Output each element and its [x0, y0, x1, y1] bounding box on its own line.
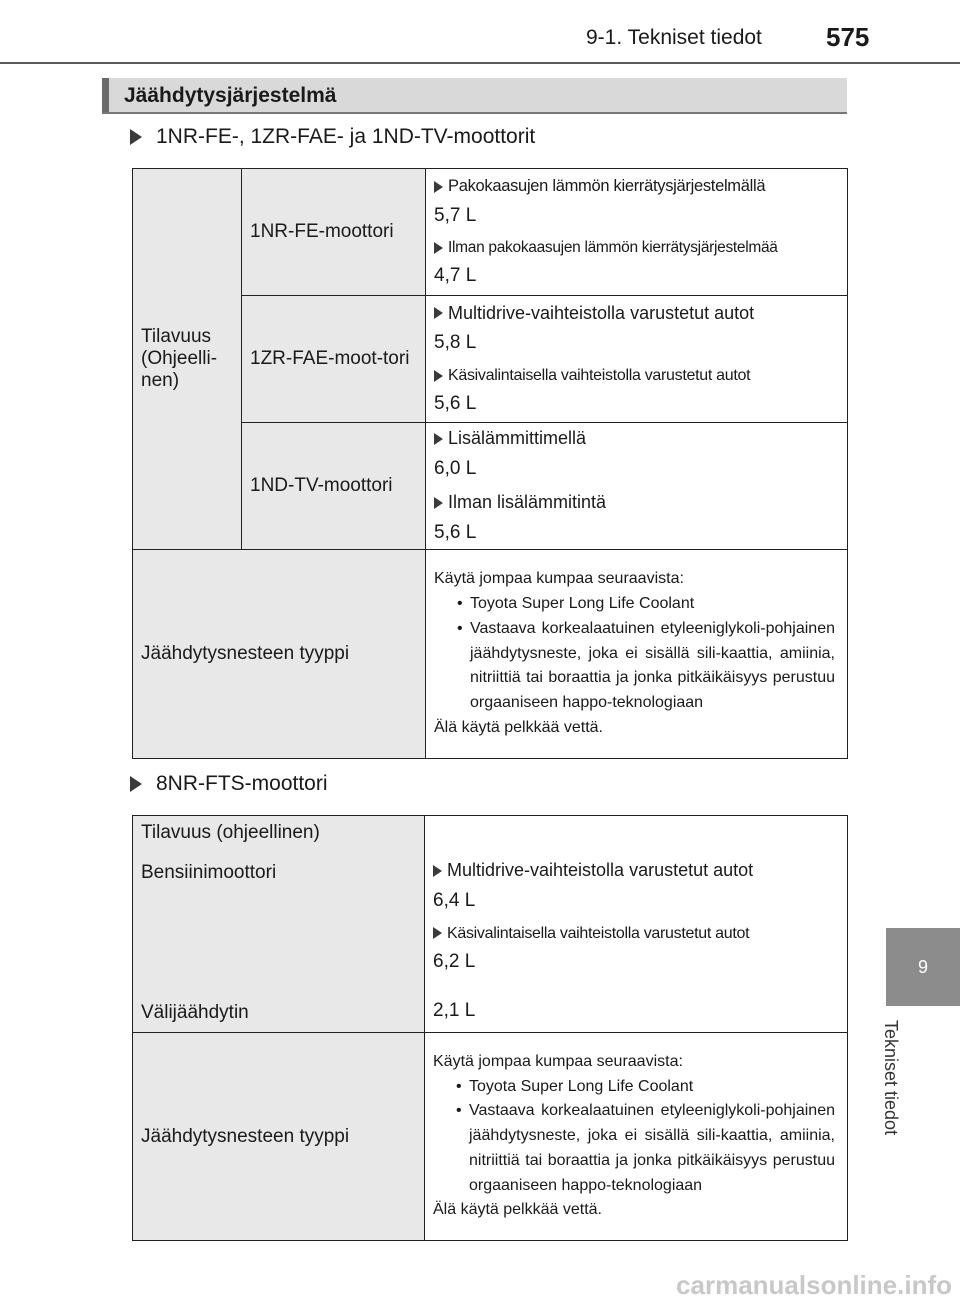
coolant-type: Käytä jompaa kumpaa seuraavista: • Toyota Super Long Life Coolant • Vastaava korkealaatuinen etyleeniglykoli-pohjainen jäähdytysneste, joka ei sisällä sili-kaattia, amiinia, nitriittiä tai boraattia ja jonka pitkäikäisyys perustuu orgaaniseen happo-teknologiaan Älä käytä pelkkää vettä.	[426, 550, 848, 759]
engine-values: Lisälämmittimellä 6,0 L Ilman lisälämmitintä 5,6 L	[426, 423, 848, 550]
subheading-2: 8NR-FTS-moottori	[130, 772, 328, 796]
triangle-bullet-icon	[130, 129, 142, 145]
capacity-table-1	[132, 168, 848, 759]
chapter-number: 9	[917, 956, 928, 977]
petrol-label: Bensiinimoottori	[141, 862, 277, 883]
subheading-1: 1NR-FE-, 1ZR-FAE- ja 1ND-TV-moottorit	[130, 125, 535, 149]
capacity-label: Tilavuus (ohjeellinen)	[141, 822, 320, 843]
watermark: carmanualsonline.info	[676, 1270, 952, 1300]
section-title: Jäähdytysjärjestelmä	[124, 84, 337, 107]
triangle-bullet-icon	[433, 865, 442, 877]
engine-values: Pakokaasujen lämmön kierrätysjärjestelmällä 5,7 L Ilman pakokaasujen lämmön kierrätysjärjestelmää 4,7 L	[426, 169, 848, 296]
triangle-bullet-icon	[434, 433, 443, 445]
triangle-bullet-icon	[130, 776, 142, 792]
list-item: • Toyota Super Long Life Coolant	[470, 592, 835, 617]
capacity-label-cell	[133, 816, 425, 1033]
list-item: • Toyota Super Long Life Coolant	[469, 1075, 835, 1100]
engine-name: 1ND-TV-moottori	[242, 423, 426, 550]
engine-name: 1NR-FE-moottori	[242, 169, 426, 296]
chapter-tab	[886, 928, 960, 1006]
intercooler-value: 2,1 L	[433, 1000, 476, 1021]
triangle-bullet-icon	[434, 242, 443, 254]
engine-name: 1ZR-FAE-moot-tori	[242, 296, 426, 423]
coolant-type: Käytä jompaa kumpaa seuraavista: • Toyota Super Long Life Coolant • Vastaava korkealaatuinen etyleeniglykoli-pohjainen jäähdytysneste, joka ei sisällä sili-kaattia, amiinia, nitriittiä tai boraattia ja jonka pitkäikäisyys perustuu orgaaniseen happo-teknologiaan Älä käytä pelkkää vettä.	[425, 1033, 848, 1241]
engine-values: Multidrive-vaihteistolla varustetut autot 5,8 L Käsivalintaisella vaihteistolla varustetut autot 5,6 L	[426, 296, 848, 423]
triangle-bullet-icon	[434, 181, 443, 193]
triangle-bullet-icon	[434, 307, 443, 319]
capacity-table-2	[132, 815, 848, 1241]
coolant-label: Jäähdytysnesteen tyyppi	[133, 1033, 425, 1241]
triangle-bullet-icon	[433, 927, 442, 939]
triangle-bullet-icon	[434, 370, 443, 382]
triangle-bullet-icon	[434, 497, 443, 509]
section-title-box	[102, 78, 847, 114]
capacity-values: Multidrive-vaihteistolla varustetut autot 6,4 L Käsivalintaisella vaihteistolla varustetut autot 6,2 L 2,1 L	[425, 816, 848, 1033]
page-number: 575	[826, 22, 870, 52]
list-item: • Vastaava korkealaatuinen etyleeniglykoli-pohjainen jäähdytysneste, joka ei sisällä sili-kaattia, amiinia, nitriittiä tai boraattia ja jonka pitkäikäisyys perustuu orgaaniseen happo-teknologiaan	[470, 617, 835, 716]
section-title-accent	[102, 78, 109, 112]
chapter-title: Tekniset tiedot	[881, 1020, 901, 1136]
capacity-label: Tilavuus (Ohjeelli-nen)	[133, 169, 242, 550]
list-item: • Vastaava korkealaatuinen etyleeniglykoli-pohjainen jäähdytysneste, joka ei sisällä sili-kaattia, amiinia, nitriittiä tai boraattia ja jonka pitkäikäisyys perustuu orgaaniseen happo-teknologiaan	[469, 1099, 835, 1198]
coolant-label: Jäähdytysnesteen tyyppi	[133, 550, 426, 759]
header-section: 9-1. Tekniset tiedot	[586, 26, 762, 49]
intercooler-label: Välijäähdytin	[141, 1002, 249, 1023]
header-divider	[0, 62, 960, 64]
